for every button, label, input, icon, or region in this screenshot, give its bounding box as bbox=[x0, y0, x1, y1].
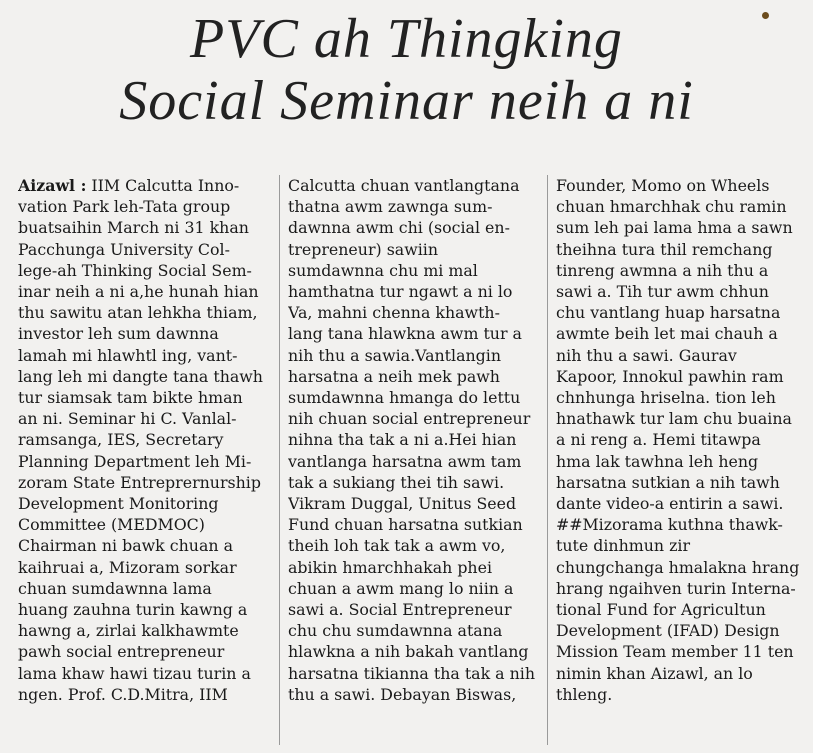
article-line: a ni reng a. Hemi titawpa bbox=[556, 430, 761, 450]
article-line: chuan sumdawnna lama bbox=[18, 578, 212, 598]
article-line: kaihruai a, Mizoram sorkar bbox=[18, 557, 237, 577]
article-line: vation Park leh-Tata group bbox=[18, 197, 231, 217]
byline: Aizawl : bbox=[18, 176, 87, 195]
article-line: sumdawnna hmanga do lettu bbox=[288, 388, 521, 408]
headline-line-2: Social Seminar neih a ni bbox=[119, 70, 694, 132]
article-line: theih loh tak tak a awm vo, bbox=[288, 536, 506, 556]
article-line: Planning Department leh Mi- bbox=[18, 451, 252, 471]
article-line: an ni. Seminar hi C. Vanlal- bbox=[18, 409, 237, 429]
article-line: Kapoor, Innokul pawhin ram bbox=[556, 366, 784, 386]
article-line: Calcutta chuan vantlangtana bbox=[288, 176, 520, 195]
article-line: chu vantlang huap harsatna bbox=[556, 303, 781, 323]
article-line: Development Monitoring bbox=[18, 494, 219, 514]
article-line: sumdawnna chu mi mal bbox=[288, 260, 478, 280]
article-line: pawh social entrepreneur bbox=[18, 642, 225, 662]
article-line: Vikram Duggal, Unitus Seed bbox=[288, 494, 517, 514]
article-line: Pacchunga University Col- bbox=[18, 239, 230, 259]
article-line: chu chu sumdawnna atana bbox=[288, 621, 503, 641]
article-line: thleng. bbox=[556, 684, 613, 704]
article-line: trepreneur) sawiin bbox=[288, 239, 439, 259]
article-line: thatna awm zawnga sum- bbox=[288, 197, 493, 217]
article-line: inar neih a ni a,he hunah hian bbox=[18, 282, 259, 302]
article-line: tak a sukiang thei tih sawi. bbox=[288, 472, 505, 492]
article-line: ngen. Prof. C.D.Mitra, IIM bbox=[18, 684, 228, 704]
article-line: buatsaihin March ni 31 khan bbox=[18, 218, 249, 238]
article-line: dawnna awm chi (social en- bbox=[288, 218, 510, 238]
article-line: nihna tha tak a ni a.Hei hian bbox=[288, 430, 517, 450]
article-line: ##Mizorama kuthna thawk- bbox=[556, 515, 783, 535]
article-line: ramsanga, IES, Secretary bbox=[18, 430, 224, 450]
article-line: lege-ah Thinking Social Sem- bbox=[18, 260, 252, 280]
article-line: Va, mahni chenna khawth- bbox=[288, 303, 500, 323]
article-line: harsatna sutkian a nih tawh bbox=[556, 472, 780, 492]
article-line: tional Fund for Agricultun bbox=[556, 600, 766, 620]
article-line: hamthatna tur ngawt a ni lo bbox=[288, 282, 513, 302]
headline bbox=[0, 8, 813, 132]
article-line: nih thu a sawia.Vantlangin bbox=[288, 345, 501, 365]
column-divider bbox=[547, 175, 548, 745]
article-line: dante video-a entirin a sawi. bbox=[556, 494, 784, 514]
article-line: lang tana hlawkna awm tur a bbox=[288, 324, 522, 344]
article-line: hawng a, zirlai kalkhawmte bbox=[18, 621, 239, 641]
article-line: Development (IFAD) Design bbox=[556, 621, 780, 641]
article-line: lamah mi hlawhtl ing, vant- bbox=[18, 345, 238, 365]
article-line: thu sawitu atan lehkha thiam, bbox=[18, 303, 258, 323]
article-line: sum leh pai lama hma a sawn bbox=[556, 218, 793, 238]
article-line: Chairman ni bawk chuan a bbox=[18, 536, 233, 556]
article-line: Committee (MEDMOC) bbox=[18, 515, 205, 535]
article-line: sawi a. Social Entrepreneur bbox=[288, 600, 512, 620]
article-line: nih chuan social entrepreneur bbox=[288, 409, 531, 429]
article-line: chnhunga hriselna. tion leh bbox=[556, 388, 776, 408]
article-line: hnathawk tur lam chu buaina bbox=[556, 409, 792, 429]
article-line: chuan a awm mang lo niin a bbox=[288, 578, 514, 598]
article-line: Aizawl : IIM Calcutta Inno- bbox=[18, 176, 240, 195]
article-line: nih thu a sawi. Gaurav bbox=[556, 345, 737, 365]
article-line: awmte beih let mai chauh a bbox=[556, 324, 778, 344]
article-line: nimin khan Aizawl, an lo bbox=[556, 663, 753, 683]
article-line: tute dinhmun zir bbox=[556, 536, 691, 556]
article-line: zoram State Entreprernurship bbox=[18, 472, 261, 492]
column-divider bbox=[279, 175, 280, 745]
article-line: hlawkna a nih bakah vantlang bbox=[288, 642, 529, 662]
article-line: sawi a. Tih tur awm chhun bbox=[556, 282, 769, 302]
article-line: investor leh sum dawnna bbox=[18, 324, 219, 344]
article-line: theihna tura thil remchang bbox=[556, 239, 773, 259]
article-line: thu a sawi. Debayan Biswas, bbox=[288, 684, 517, 704]
article-line: lama khaw hawi tizau turin a bbox=[18, 663, 251, 683]
article-line: tinreng awmna a nih thu a bbox=[556, 260, 769, 280]
article-line: harsatna a neih mek pawh bbox=[288, 366, 500, 386]
article-column-2 bbox=[288, 175, 545, 705]
headline-line-1: PVC ah Thingking bbox=[190, 8, 623, 70]
article-line: abikin hmarchhakah phei bbox=[288, 557, 493, 577]
article-line: huang zauhna turin kawng a bbox=[18, 600, 248, 620]
article-line: hma lak tawhna leh heng bbox=[556, 451, 759, 471]
article-line: hrang ngaihven turin Interna- bbox=[556, 578, 796, 598]
article-line: Mission Team member 11 ten bbox=[556, 642, 794, 662]
article-line: lang leh mi dangte tana thawh bbox=[18, 366, 263, 386]
article-column-3 bbox=[556, 175, 813, 705]
article-column-1 bbox=[18, 175, 275, 705]
article-line: tur siamsak tam bikte hman bbox=[18, 388, 243, 408]
article-line: Founder, Momo on Wheels bbox=[556, 176, 770, 195]
article-line: vantlanga harsatna awm tam bbox=[288, 451, 522, 471]
article-line: harsatna tikianna tha tak a nih bbox=[288, 663, 536, 683]
article-line: Fund chuan harsatna sutkian bbox=[288, 515, 523, 535]
article-line: chungchanga hmalakna hrang bbox=[556, 557, 800, 577]
article-line: chuan hmarchhak chu ramin bbox=[556, 197, 787, 217]
